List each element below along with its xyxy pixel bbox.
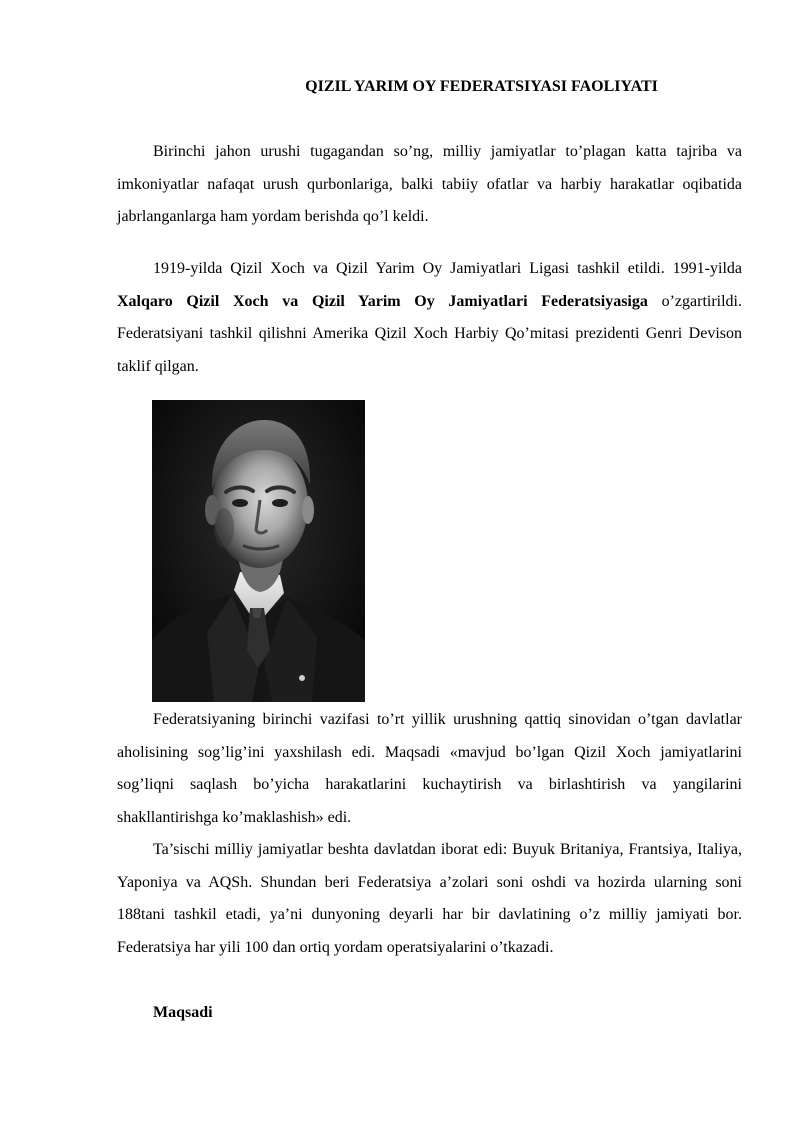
portrait-photo-graphic [152,400,365,702]
paragraph-founders: Ta’sischi milliy jamiyatlar beshta davlatdan iborat edi: Buyuk Britaniya, Frantsiya, Italiya, Yaponiya va AQSh. Shundan beri Federatsiya a’zolari soni oshdi va hozirda ularning soni 188tani tashkil etadi, ya’ni dunyoning deyarli har bir davlatining o’z milliy jamiyati bor. Federatsiya har yili 100 dan ortiq yordam operatsiyalarini o’tkazadi. [117,841,742,956]
paragraph-history-text-2: o’zgartirildi. Federatsiyani tashkil qilishni Amerika Qizil Xoch Harbiy Qo’mitasi prezidenti Genri Devison taklif qilgan. [117,292,743,375]
portrait-photo [152,400,365,702]
paragraph-history-text-1: 1919-yilda Qizil Xoch va Qizil Yarim Oy Jamiyatlari Ligasi tashkil etildi. 1991-yilda [153,260,742,277]
paragraph-history [117,253,742,383]
federation-name-bold: Xalqaro Qizil Xoch va Qizil Yarim Oy Jamiyatlari Federatsiyasiga [117,292,648,310]
document-title: QIZIL YARIM OY FEDERATSIYASI FAOLIYATI [305,78,658,95]
section-subheading: Maqsadi [153,1004,213,1021]
paragraph-first-task: Federatsiyaning birinchi vazifasi to’rt yillik urushning qattiq sinovidan o’tgan davlatlar aholisining sog’lig’ini yaxshilash edi. Maqsadi «mavjud bo’lgan Qizil Xoch jamiyatlarini sog’liqni saqlash bo’yicha harakatlarini kuchaytirish va birlashtirish va yangilarini shakllantirishga ko’maklashish» edi. [117,711,742,826]
paragraph-intro: Birinchi jahon urushi tugagandan so’ng, milliy jamiyatlar to’plagan katta tajriba va imkoniyatlar nafaqat urush qurbonlariga, balki tabiiy ofatlar va harbiy harakatlar oqibatida jabrlanganlarga ham yordam berishda qo’l keldi. [117,143,742,225]
